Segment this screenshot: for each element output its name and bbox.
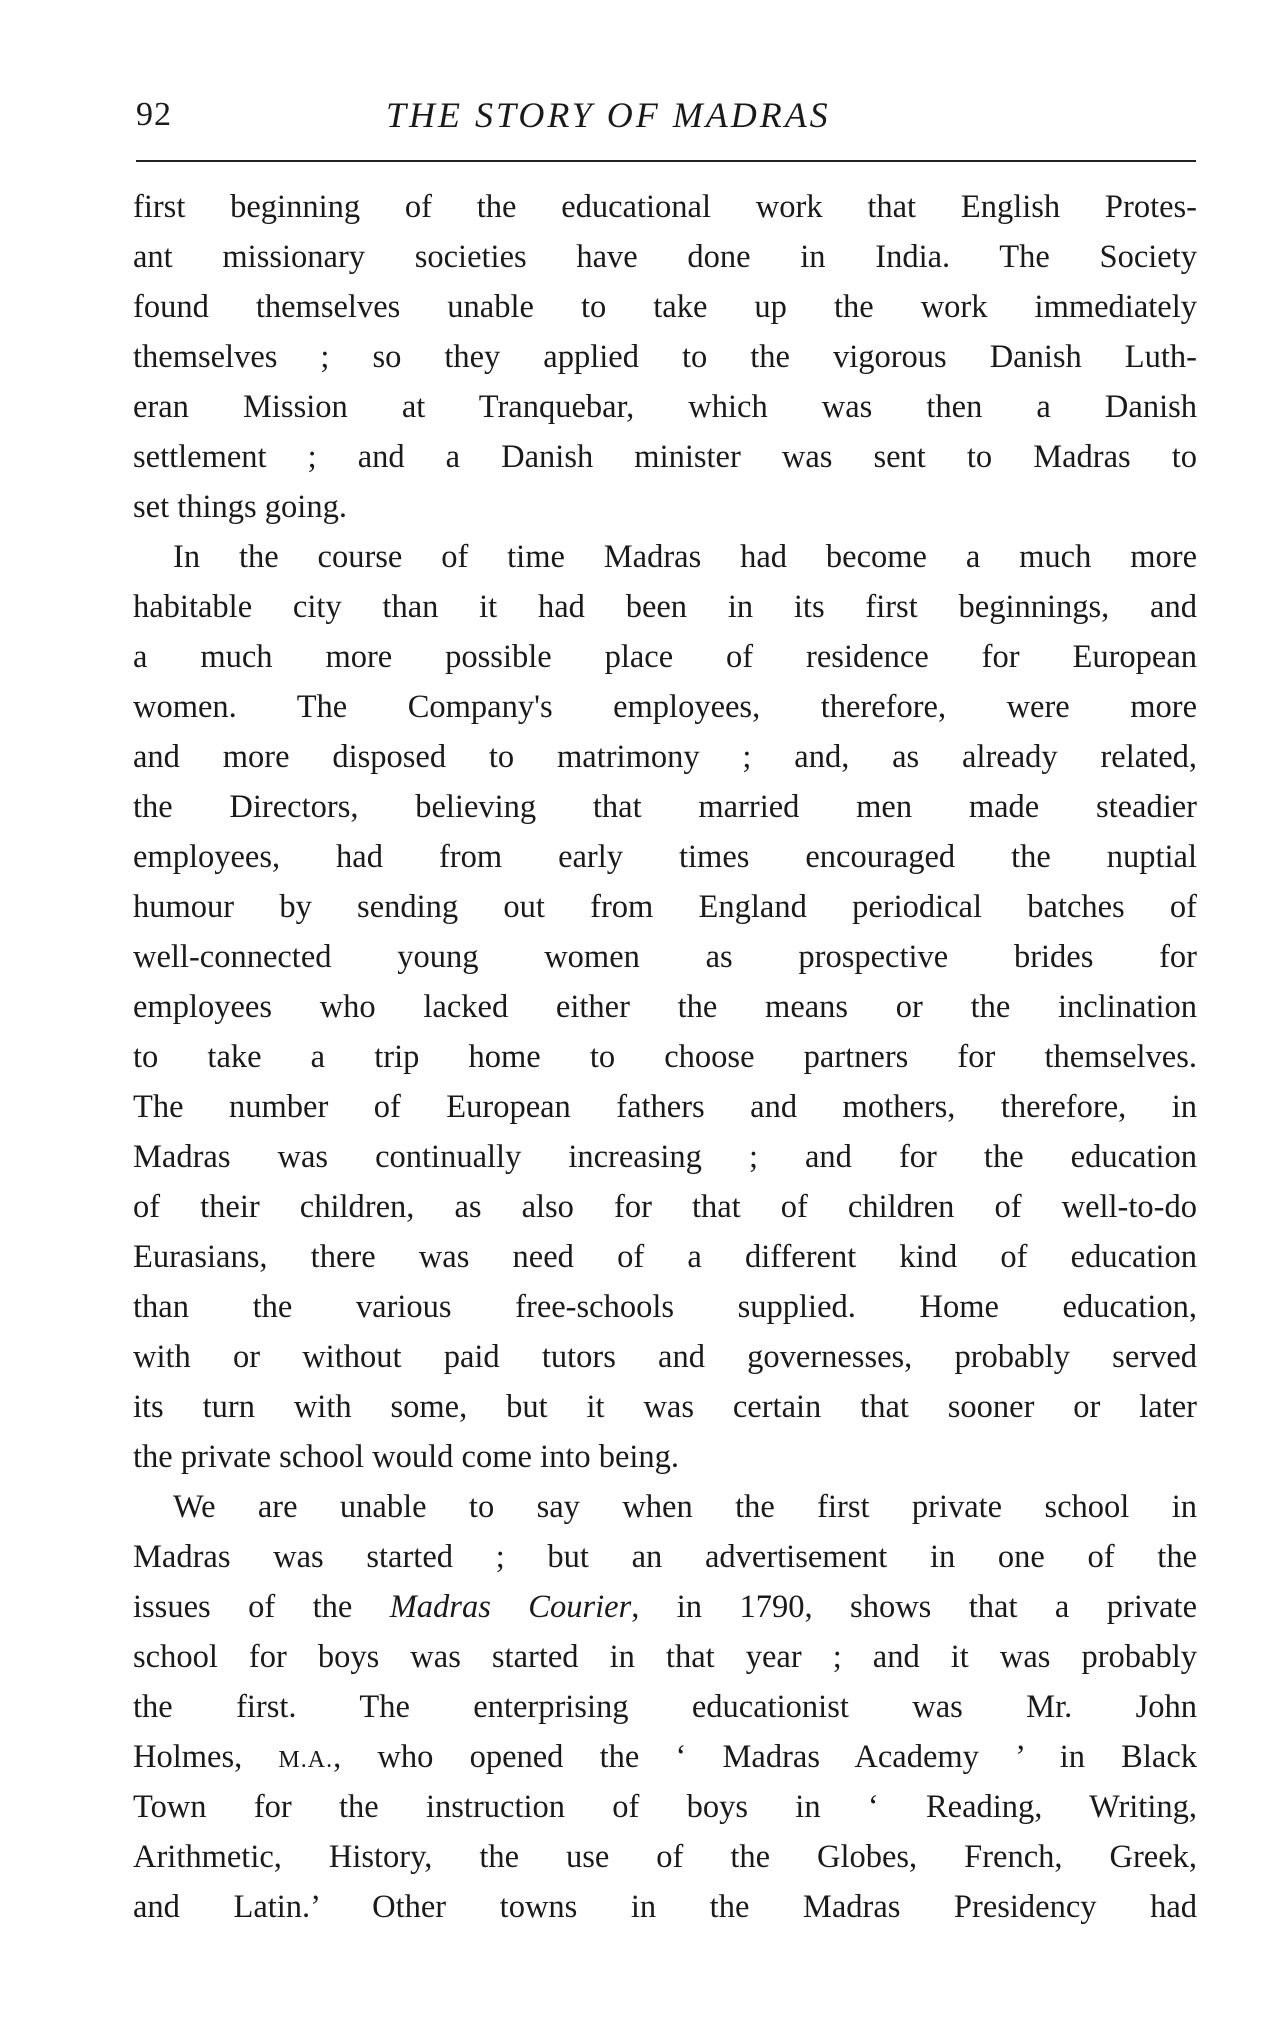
- text-line: settlement ; and a Danish minister was sent to Madras to: [133, 439, 1197, 475]
- paragraph: [133, 1482, 1197, 1932]
- text-line: The number of European fathers and mothers, therefore, in: [133, 1089, 1197, 1125]
- text-line: the private school would come into being.: [133, 1439, 680, 1475]
- text-line: humour by sending out from England periodical batches of: [133, 889, 1197, 925]
- text-line: Eurasians, there was need of a different kind of education: [133, 1239, 1197, 1275]
- text-line: [133, 1582, 1197, 1632]
- text-line: In the course of time Madras had become a much more: [173, 539, 1197, 575]
- text-line: than the various free-schools supplied. Home education,: [133, 1289, 1197, 1325]
- text-line: of their children, as also for that of children of well-to-do: [133, 1189, 1197, 1225]
- page-header: [136, 92, 1196, 148]
- text-fragment: issues of the: [133, 1589, 390, 1625]
- degree-abbrev: M.A.: [278, 1747, 334, 1773]
- text-line: set things going.: [133, 489, 347, 525]
- text-line: well-connected young women as prospective brides for: [133, 939, 1197, 975]
- text-line: women. The Company's employees, therefore, were more: [133, 689, 1197, 725]
- text-line: eran Mission at Tranquebar, which was then a Danish: [133, 389, 1197, 425]
- text-fragment: , who opened the ‘ Madras Academy ’ in Black: [333, 1739, 1197, 1775]
- running-title: THE STORY OF MADRAS: [386, 95, 831, 135]
- text-line: first beginning of the educational work that English Protes-: [133, 189, 1197, 225]
- text-line: its turn with some, but it was certain that sooner or later: [133, 1389, 1197, 1425]
- page-number: 92: [136, 96, 172, 133]
- text-line: [133, 1732, 1197, 1782]
- text-line: Madras was started ; but an advertisement in one of the: [133, 1539, 1197, 1575]
- text-fragment: Holmes,: [133, 1739, 279, 1775]
- paragraph: [133, 532, 1197, 1482]
- text-line: Arithmetic, History, the use of the Globes, French, Greek,: [133, 1839, 1197, 1875]
- text-line: employees, had from early times encouraged the nuptial: [133, 839, 1197, 875]
- body-text: [133, 182, 1197, 1932]
- header-rule: [136, 160, 1196, 162]
- text-line: with or without paid tutors and governesses, probably served: [133, 1339, 1197, 1375]
- text-fragment: , in 1790, shows that a private: [631, 1589, 1198, 1625]
- text-line: Town for the instruction of boys in ‘ Reading, Writing,: [133, 1789, 1197, 1825]
- text-line: and Latin.’ Other towns in the Madras Presidency had: [133, 1889, 1197, 1925]
- paragraph: [133, 182, 1197, 532]
- text-line: found themselves unable to take up the work immediately: [133, 289, 1197, 325]
- text-line: employees who lacked either the means or the inclination: [133, 989, 1197, 1025]
- text-line: the first. The enterprising educationist was Mr. John: [133, 1689, 1197, 1725]
- text-line: ant missionary societies have done in India. The Society: [133, 239, 1197, 275]
- text-line: the Directors, believing that married men made steadier: [133, 789, 1197, 825]
- text-line: a much more possible place of residence for European: [133, 639, 1197, 675]
- newspaper-title: Madras Courier: [389, 1589, 632, 1625]
- text-line: We are unable to say when the first private school in: [173, 1489, 1197, 1525]
- text-line: themselves ; so they applied to the vigorous Danish Luth-: [133, 339, 1197, 375]
- text-line: habitable city than it had been in its first beginnings, and: [133, 589, 1197, 625]
- text-line: school for boys was started in that year ; and it was probably: [133, 1639, 1197, 1675]
- text-line: and more disposed to matrimony ; and, as already related,: [133, 739, 1197, 775]
- text-line: Madras was continually increasing ; and for the education: [133, 1139, 1197, 1175]
- text-line: to take a trip home to choose partners for themselves.: [133, 1039, 1197, 1075]
